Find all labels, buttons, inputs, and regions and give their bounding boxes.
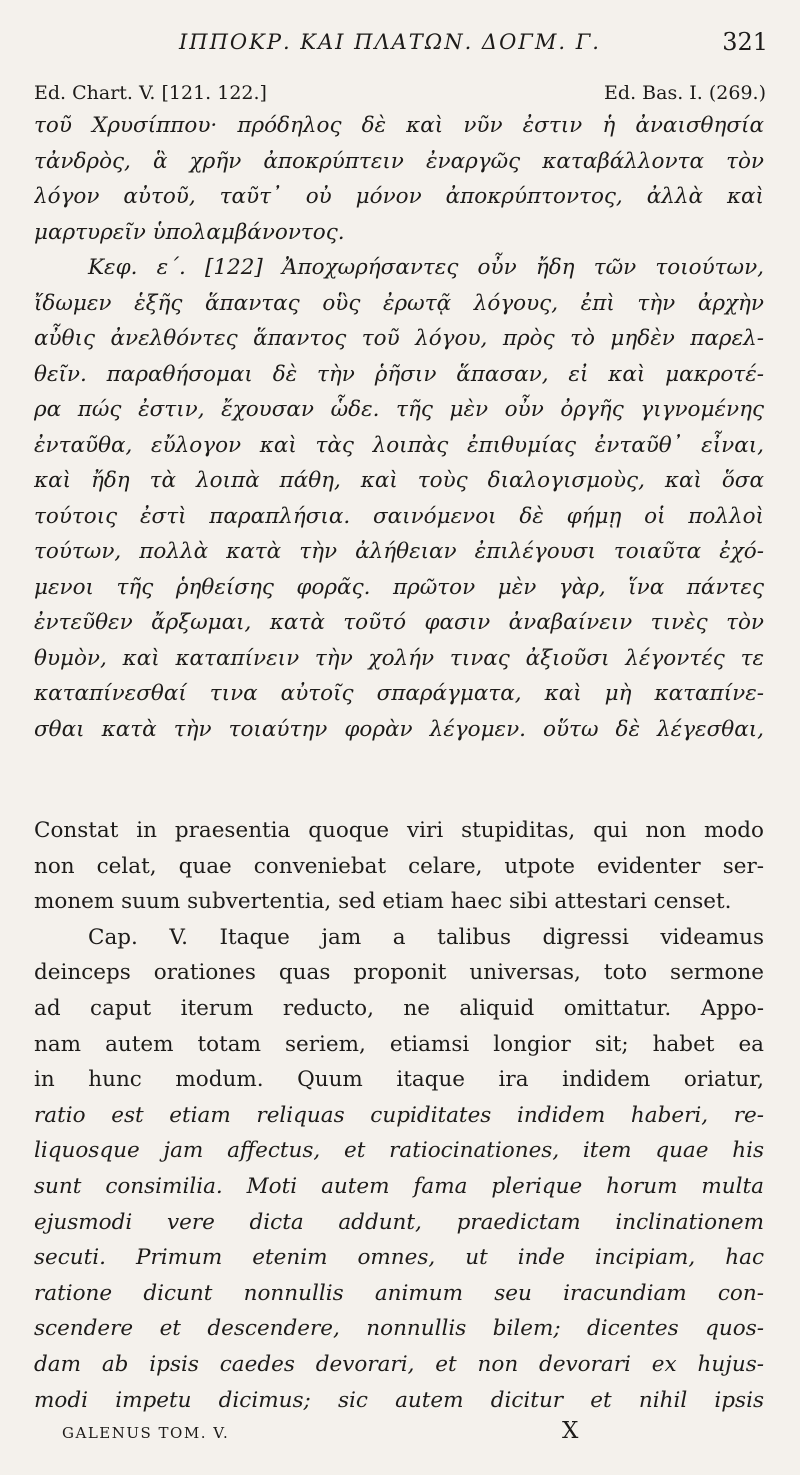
greek-line: ἐντεῦθεν ἄρξωμαι, κατὰ τοῦτό φασιν ἀναβαίνειν τινὲς τὸν [34,610,764,635]
latin-line: ad caput iterum reducto, ne aliquid omittatur. Appo- [34,995,764,1021]
volume-reference: GALENUS TOM. V. [62,1424,230,1442]
edition-line [34,82,766,108]
greek-line: θυμὸν, καὶ καταπίνειν τὴν χολήν τινας ἀξιοῦσι λέγοντές τε [34,645,764,671]
greek-line: αὖθις ἀνελθόντες ἅπαντος τοῦ λόγου, πρὸς τὸ μηδὲν παρελ- [34,326,764,351]
greek-line: μενοι τῆς ῥηθείσης φορᾶς. πρῶτον μὲν γὰρ, ἵνα πάντες [34,574,764,600]
latin-line: scendere et descendere, nonnullis bilem; dicentes quos- [34,1316,764,1342]
page-footer [62,1418,740,1448]
edition-basel-ref: Ed. Bas. I. (269.) [604,82,766,104]
latin-line: in hunc modum. Quum itaque ira indidem oriatur, [34,1067,764,1093]
greek-line: Κεφ. ε΄. [122] Ἀποχωρήσαντες οὖν ἤδη τῶν τοιούτων, [88,255,764,280]
latin-line: Cap. V. Itaque jam a talibus digressi videamus [88,924,764,950]
latin-line: secuti. Primum etenim omnes, ut inde incipiam, hac [34,1245,764,1271]
greek-line: καὶ ἤδη τὰ λοιπὰ πάθη, καὶ τοὺς διαλογισμοὺς, καὶ ὅσα [34,468,764,493]
latin-line: sunt consimilia. Moti autem fama plerique horum multa [34,1173,764,1199]
latin-line: ratione dicunt nonnullis animum seu iracundiam con- [34,1280,764,1306]
greek-line: τἀνδρὸς, ἃ χρῆν ἀποκρύπτειν ἐναργῶς καταβάλλοντα τὸν [34,148,764,174]
greek-line: λόγον αὐτοῦ, ταῦτ᾽ οὐ μόνον ἀποκρύπτοντος, ἀλλὰ καὶ [34,184,764,209]
page-number: 321 [722,28,768,56]
latin-line: nam autem totam seriem, etiamsi longior sit; habet ea [34,1031,764,1057]
greek-line: τούτων, πολλὰ κατὰ τὴν ἀλήθειαν ἐπιλέγουσι τοιαῦτα ἐχό- [34,539,764,564]
latin-line: non celat, quae conveniebat celare, utpote evidenter ser- [34,853,764,879]
latin-line: liquosque jam affectus, et ratiocinationes, item quae his [34,1138,764,1164]
latin-line: dam ab ipsis caedes devorari, et non devorari ex hujus- [34,1351,764,1377]
latin-line: Constat in praesentia quoque viri stupiditas, qui non modo [34,818,764,843]
greek-line: μαρτυρεῖν ὑπολαμβάνοντος. [34,219,345,245]
latin-line: deinceps orationes quas proponit universas, toto sermone [34,960,764,986]
latin-line: monem suum subvertentia, sed etiam haec sibi attestari censet. [34,889,732,915]
latin-line: ratio est etiam reliquas cupiditates indidem haberi, re- [34,1102,764,1128]
running-head: ΙΠΠΟΚΡ. ΚΑΙ ΠΛΑΤΩΝ. ΔΟΓΜ. Γ. [179,30,601,54]
greek-line: τούτοις ἐστὶ παραπλήσια. σαινόμενοι δὲ φήμῃ οἱ πολλοὶ [34,503,764,529]
greek-line: καταπίνεσθαί τινα αὐτοῖς σπαράγματα, καὶ μὴ καταπίνε- [34,681,764,706]
signature-mark: X [562,1418,579,1444]
latin-text-block [34,813,764,1418]
greek-line: ρα πώς ἐστιν, ἔχουσαν ὧδε. τῆς μὲν οὖν ὀργῆς γιγνομένης [34,397,764,422]
greek-line: ἐνταῦθα, εὔλογον καὶ τὰς λοιπὰς ἐπιθυμίας ἐνταῦθ᾽ εἶναι, [34,432,764,458]
greek-text-block [34,108,764,747]
greek-line: θεῖν. παραθήσομαι δὲ τὴν ῥῆσιν ἅπασαν, εἰ καὶ μακροτέ- [34,361,764,387]
edition-chart-ref: Ed. Chart. V. [121. 122.] [34,82,267,104]
greek-line: ἴδωμεν ἑξῆς ἅπαντας οὓς ἐρωτᾷ λόγους, ἐπὶ τὴν ἀρχὴν [34,290,764,316]
latin-line: ejusmodi vere dicta addunt, praedictam inclinationem [34,1209,764,1235]
greek-line: σθαι κατὰ τὴν τοιαύτην φορὰν λέγομεν. οὕτω δὲ λέγεσθαι, [34,716,764,742]
latin-line: modi impetu dicimus; sic autem dicitur et nihil ipsis [34,1387,764,1413]
greek-line: τοῦ Χρυσίππου· πρόδηλος δὲ καὶ νῦν ἐστιν ἡ ἀναισθησία [34,113,764,138]
